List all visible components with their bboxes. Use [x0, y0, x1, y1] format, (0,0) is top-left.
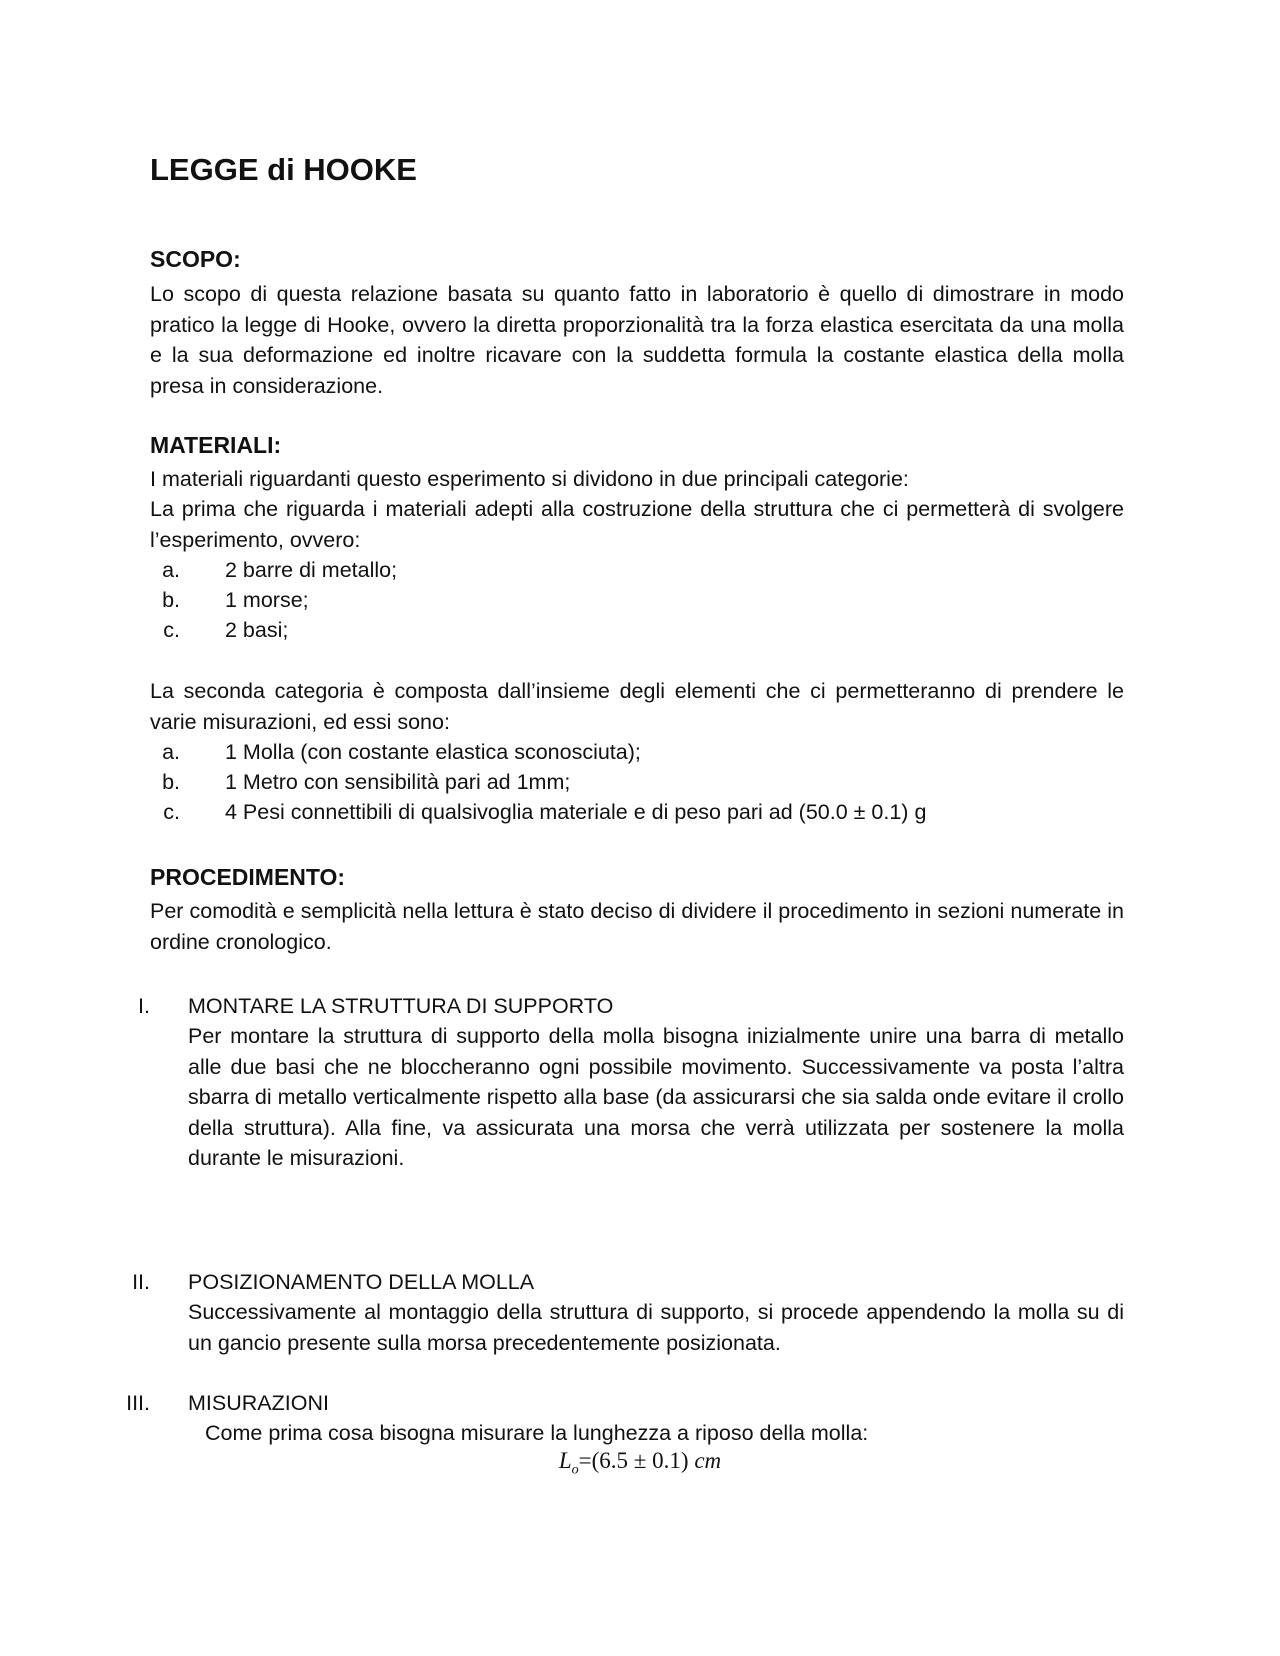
procedimento-heading: PROCEDIMENTO:	[150, 864, 346, 890]
rest-length-formula	[0, 1448, 1280, 1479]
list-marker: c.	[163, 618, 180, 642]
list-text: 2 barre di metallo;	[225, 558, 398, 582]
list-text: 2 basi;	[225, 618, 289, 642]
list-marker: a.	[162, 740, 180, 764]
section-title: MONTARE LA STRUTTURA DI SUPPORTO	[188, 994, 614, 1018]
formula-symbol: L	[558, 1448, 572, 1473]
formula-subscript: o	[571, 1462, 579, 1478]
section-numeral: II.	[132, 1270, 150, 1294]
scopo-heading: SCOPO:	[150, 246, 241, 272]
section-paragraph: Per montare la struttura di supporto della molla bisogna inizialmente unire una barra di metallo alle due basi che ne bloccheranno ogni possibile movimento. Successivamente va posta l’altra sbarra di metallo verticalmente rispetto alla base (da assicurarsi che sia salda onde evitare il crollo della struttura). Alla fine, va assicurata una morsa che verrà utilizzata per sostenere la molla durante le misurazioni.	[188, 1024, 1124, 1170]
list-text: 1 morse;	[225, 588, 309, 612]
section-paragraph: Come prima cosa bisogna misurare la lunghezza a riposo della molla:	[205, 1421, 869, 1445]
procedimento-intro: Per comodità e semplicità nella lettura è stato deciso di dividere il procedimento in sezioni numerate in ordine cronologico.	[150, 899, 1124, 954]
list-text: 1 Metro con sensibilità pari ad 1mm;	[225, 770, 571, 794]
scopo-paragraph: Lo scopo di questa relazione basata su quanto fatto in laboratorio è quello di dimostrare in modo pratico la legge di Hooke, ovvero la diretta proporzionalità tra la forza elastica esercitata da una molla e la sua deformazione ed inoltre ricavare con la suddetta formula la costante elastica della molla presa in considerazione.	[150, 282, 1124, 398]
list-text: 4 Pesi connettibili di qualsivoglia materiale e di peso pari ad (50.0 ± 0.1) g	[225, 800, 927, 824]
list-marker: b.	[162, 770, 180, 794]
section-numeral: III.	[126, 1391, 150, 1415]
section-title: MISURAZIONI	[188, 1391, 329, 1415]
section-numeral: I.	[138, 994, 150, 1018]
list-marker: b.	[162, 588, 180, 612]
materiali-first-intro: La prima che riguarda i materiali adepti alla costruzione della struttura che ci permetterà di svolgere l’esperimento, ovvero:	[150, 497, 1124, 552]
section-title: POSIZIONAMENTO DELLA MOLLA	[188, 1270, 535, 1294]
list-text: 1 Molla (con costante elastica sconosciuta);	[225, 740, 641, 764]
formula-value: (6.5 ± 0.1)	[591, 1448, 689, 1473]
materiali-intro: I materiali riguardanti questo esperimento si dividono in due principali categorie:	[150, 467, 909, 491]
list-marker: c.	[163, 800, 180, 824]
section-paragraph: Successivamente al montaggio della struttura di supporto, si procede appendendo la molla su di un gancio presente sulla morsa precedentemente posizionata.	[188, 1300, 1124, 1355]
formula-unit: cm	[694, 1448, 722, 1473]
list-marker: a.	[162, 558, 180, 582]
materiali-second-intro: La seconda categoria è composta dall’insieme degli elementi che ci permetteranno di prendere le varie misurazioni, ed essi sono:	[150, 679, 1124, 734]
materiali-heading: MATERIALI:	[150, 432, 282, 458]
formula-equals: =	[578, 1448, 592, 1473]
document-title: LEGGE di HOOKE	[150, 152, 417, 187]
